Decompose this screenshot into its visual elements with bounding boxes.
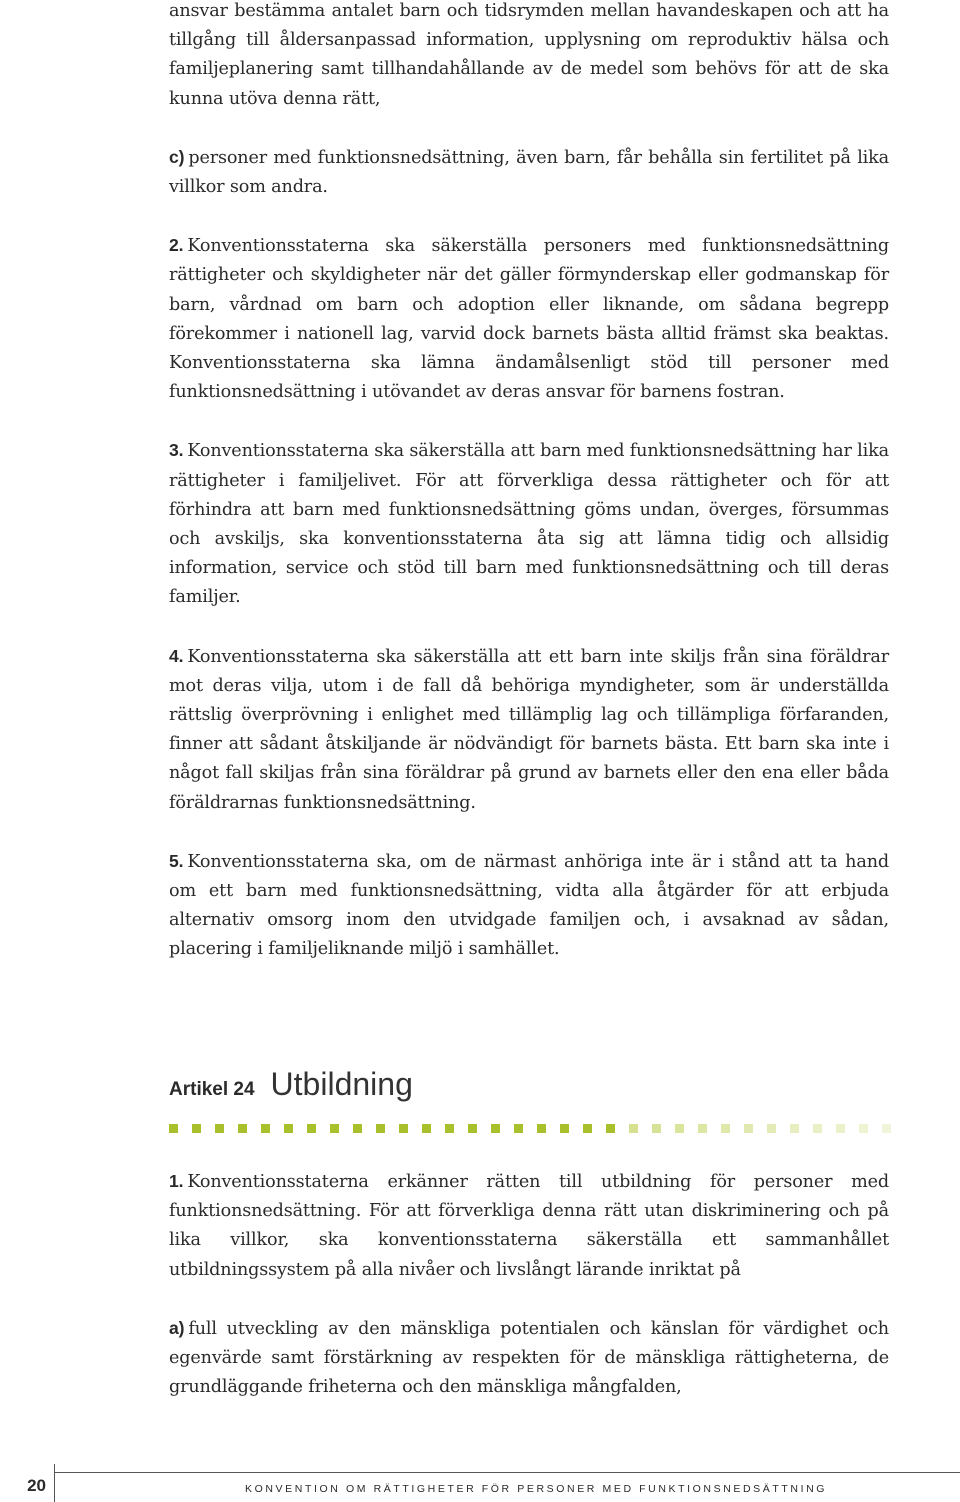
paragraph-3-label: 3. xyxy=(169,440,184,461)
divider-dot xyxy=(882,1124,891,1133)
divider-dot xyxy=(307,1124,316,1133)
body-text-upper xyxy=(169,0,889,965)
paragraph-2 xyxy=(169,231,889,407)
article-paragraph-a xyxy=(169,1314,889,1403)
divider-dot xyxy=(859,1124,868,1133)
divider-dot xyxy=(698,1124,707,1133)
divider-dot xyxy=(790,1124,799,1133)
intro-paragraph-text: ansvar bestämma antalet barn och tidsrymden mellan havandeskapen och att ha tillgång till åldersanpassad information, upplysning om reproduktiv hälsa och familjeplanering samt tillhandahållande av de medel som behövs för att de ska kunna utöva denna rätt, xyxy=(169,1,889,109)
divider-dot xyxy=(606,1124,615,1133)
divider-dot xyxy=(560,1124,569,1133)
divider-dot xyxy=(721,1124,730,1133)
divider-dot xyxy=(514,1124,523,1133)
page-number-box xyxy=(0,1464,55,1502)
divider-dot xyxy=(376,1124,385,1133)
article-paragraph-1 xyxy=(169,1167,889,1285)
article-paragraph-1-text: Konventionsstaterna erkänner rätten till utbildning för personer med funktionsnedsättning. För att förverkliga denna rätt utan diskriminering och på lika villkor, ska konventionsstaterna säkerställa ett sammanhållet utbildningssystem på alla nivåer och livslångt lärande inriktat på xyxy=(169,1172,889,1280)
divider-dot xyxy=(169,1124,178,1133)
intro-paragraph xyxy=(169,0,889,114)
divider-dot xyxy=(652,1124,661,1133)
divider-dot xyxy=(445,1124,454,1133)
page-number: 20 xyxy=(27,1476,46,1495)
divider-dot xyxy=(399,1124,408,1133)
paragraph-5 xyxy=(169,847,889,965)
decorative-dot-divider xyxy=(169,1122,904,1134)
paragraph-4-text: Konventionsstaterna ska säkerställa att ett barn inte skiljs från sina föräldrar mot deras vilja, utom i de fall då behöriga myndigheter, som är underställda rättslig överprövning i enlighet med tillämplig lag och tillämpliga förfaranden, finner att sådant åtskiljande är nödvändigt för barnets bästa. Ett barn ska inte i något fall skiljas från sina föräldrar på grund av barnets eller den ena eller båda föräldrarnas funktionsnedsättning. xyxy=(169,646,889,813)
divider-dot xyxy=(537,1124,546,1133)
paragraph-c xyxy=(169,143,889,202)
footer-rule xyxy=(54,1472,960,1473)
paragraph-5-label: 5. xyxy=(169,850,184,871)
running-title: KONVENTION OM RÄTTIGHETER FÖR PERSONER MED FUNKTIONSNEDSÄTTNING xyxy=(245,1483,828,1495)
divider-dot xyxy=(767,1124,776,1133)
divider-dot xyxy=(813,1124,822,1133)
article-paragraph-a-text: full utveckling av den mänskliga potentialen och känslan för värdighet och egenvärde samt förstärkning av respekten för de mänskliga rättigheterna, de grundläggande friheterna och den mänskliga mångfalden, xyxy=(169,1318,889,1398)
paragraph-2-label: 2. xyxy=(169,235,184,256)
divider-dot xyxy=(491,1124,500,1133)
paragraph-4-label: 4. xyxy=(169,645,184,666)
divider-dot xyxy=(422,1124,431,1133)
divider-dot xyxy=(238,1124,247,1133)
article-paragraph-a-label: a) xyxy=(169,1317,185,1338)
divider-dot xyxy=(353,1124,362,1133)
divider-dot xyxy=(675,1124,684,1133)
divider-dot xyxy=(836,1124,845,1133)
article-paragraph-1-label: 1. xyxy=(169,1171,184,1191)
paragraph-3-text: Konventionsstaterna ska säkerställa att barn med funktionsnedsättning har lika rättigheter i familjelivet. För att förverkliga dessa rättigheter och för att förhindra att barn med funktionsnedsättning göms undan, överges, försummas och avskiljs, ska konventionsstaterna åta sig att lämna tidig och allsidig information, service och stöd till barn med funktionsnedsättning och till deras familjer. xyxy=(169,441,889,608)
paragraph-2-text: Konventionsstaterna ska säkerställa personers med funktionsnedsättning rättigheter och skyldigheter när det gäller förmynderskap eller godmanskap för barn, vårdnad om barn och adoption eller liknande, om sådana begrepp förekommer i nationell lag, varvid dock barnets bästa alltid främst ska beaktas. Konventionsstaterna ska lämna ändamålsenligt stöd till personer med funktionsnedsättning i utövandet av deras ansvar för barnens fostran. xyxy=(169,236,889,403)
article-heading xyxy=(169,1066,909,1103)
body-text-lower xyxy=(169,1167,889,1402)
paragraph-c-label: c) xyxy=(169,146,185,167)
divider-dot xyxy=(744,1124,753,1133)
divider-dot xyxy=(468,1124,477,1133)
divider-dot xyxy=(215,1124,224,1133)
paragraph-c-text: personer med funktionsnedsättning, även barn, får behålla sin fertilitet på lika villkor som andra. xyxy=(169,147,889,198)
paragraph-3 xyxy=(169,436,889,612)
article-number: Artikel 24 xyxy=(169,1079,255,1100)
divider-dot xyxy=(583,1124,592,1133)
page-footer xyxy=(0,1464,960,1502)
divider-dot xyxy=(192,1124,201,1133)
divider-dot xyxy=(330,1124,339,1133)
divider-dot xyxy=(284,1124,293,1133)
article-title: Utbildning xyxy=(270,1066,413,1102)
paragraph-4 xyxy=(169,642,889,818)
divider-dot xyxy=(261,1124,270,1133)
divider-dot xyxy=(629,1124,638,1133)
paragraph-5-text: Konventionsstaterna ska, om de närmast anhöriga inte är i stånd att ta hand om ett barn med funktionsnedsättning, vidta alla åtgärder för att erbjuda alternativ omsorg inom den utvidgade familjen och, i avsaknad av sådan, placering i familjeliknande miljö i samhället. xyxy=(169,851,889,960)
